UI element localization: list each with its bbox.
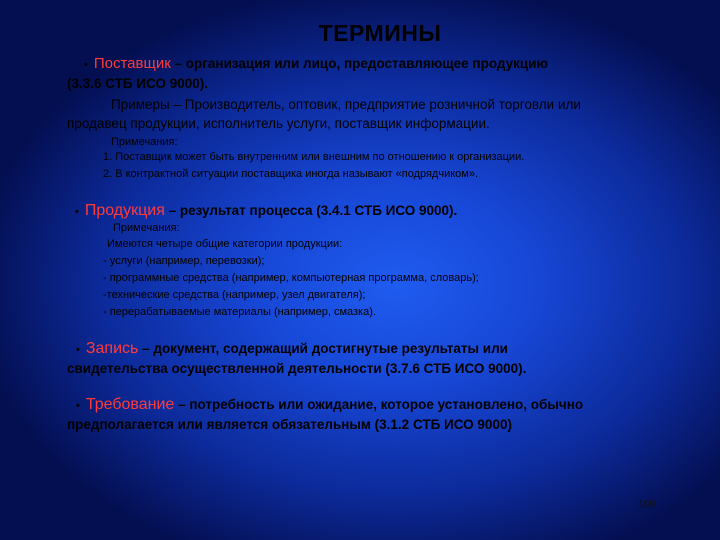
term-supplier: Поставщик (93, 55, 171, 72)
bullet-icon: • (75, 206, 79, 218)
product-note: - услуги (например, перевозки); (103, 255, 265, 267)
term-record: Запись (85, 340, 139, 357)
supplier-notes-heading: Примечания: (111, 136, 178, 148)
term-supplier-definition-cont: (3.3.6 СТБ ИСО 9000). (67, 76, 209, 91)
product-note: Имеются четыре общие категории продукции: (107, 238, 343, 250)
title-text: ТЕРМИНЫ (318, 20, 442, 46)
page-number: 109 (638, 498, 656, 510)
term-product-definition: – результат процесса (3.4.1 СТБ ИСО 9000). (164, 203, 458, 218)
supplier-examples-cont: продавец продукции, исполнитель услуги, поставщик информации. (67, 116, 490, 131)
product-note: - перерабатываемые материалы (например, смазка). (103, 306, 376, 318)
term-product: Продукция (84, 202, 165, 219)
term-requirement-definition-cont: предполагается или является обязательным (3.1.2 СТБ ИСО 9000) (67, 417, 512, 432)
supplier-examples: Примеры – Производитель, оптовик, предприятие розничной торговли или (111, 97, 581, 112)
bullet-icon: • (84, 59, 88, 71)
product-note: -технические средства (например, узел двигателя); (103, 289, 366, 301)
term-record-definition-cont: свидетельства осуществленной деятельности (3.7.6 СТБ ИСО 9000). (67, 361, 527, 376)
term-product-line (75, 202, 457, 220)
page-title (0, 20, 720, 47)
supplier-note: 1. Поставщик может быть внутренним или внешним по отношению к организации. (103, 151, 525, 163)
term-supplier-definition: – организация или лицо, предоставляющее продукцию (170, 56, 549, 71)
term-requirement-line (76, 396, 583, 414)
term-record-line (76, 340, 508, 358)
term-record-definition: – документ, содержащий достигнутые результаты или (138, 341, 508, 356)
bullet-icon: • (76, 344, 80, 356)
term-requirement-definition: – потребность или ожидание, которое установлено, обычно (174, 397, 584, 412)
bullet-icon: • (76, 400, 80, 412)
product-note: - программные средства (например, компьютерная программа, словарь); (103, 272, 479, 284)
product-notes-heading: Примечания: (113, 222, 180, 234)
supplier-note: 2. В контрактной ситуации поставщика иногда называют «подрядчиком». (103, 168, 479, 180)
term-supplier-line (84, 55, 548, 72)
term-requirement: Требование (85, 396, 175, 413)
